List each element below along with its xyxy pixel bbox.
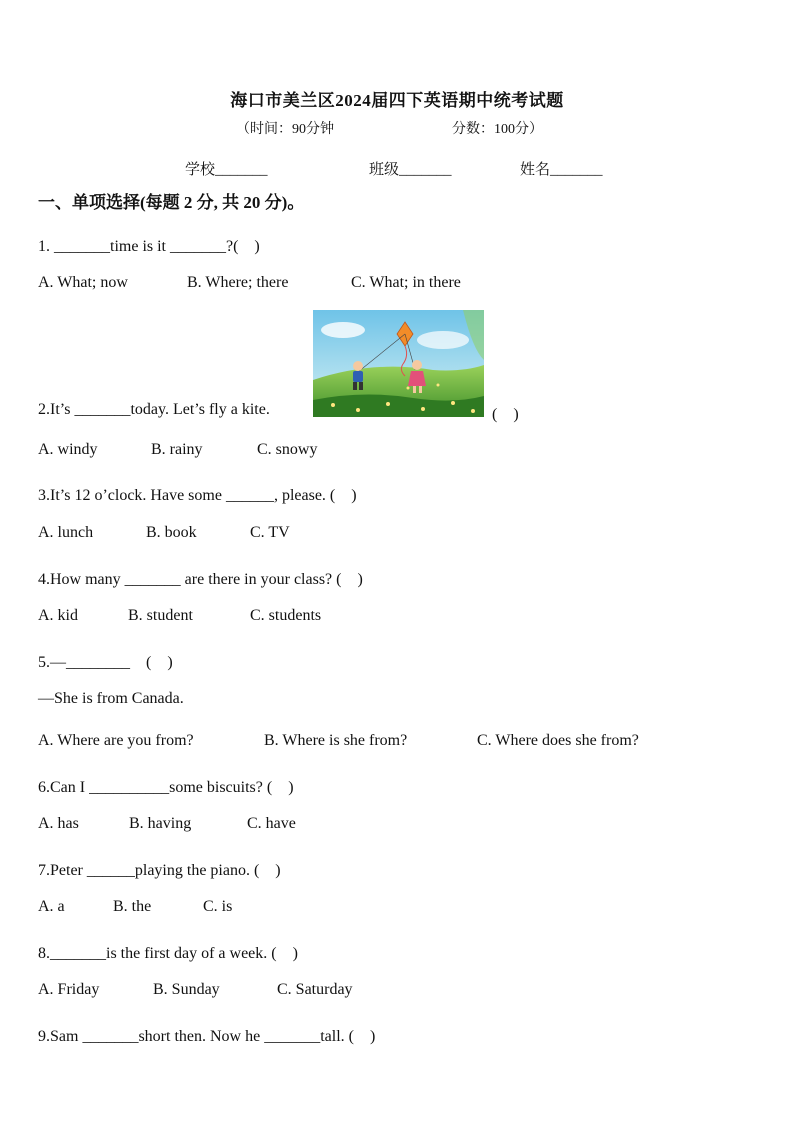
question-7-stem: 7.Peter ______playing the piano. ( ) xyxy=(38,862,281,879)
question-8-option-c[interactable]: C. Saturday xyxy=(277,981,353,998)
kite-flying-illustration xyxy=(313,310,484,417)
question-6-option-b[interactable]: B. having xyxy=(129,815,192,832)
question-3-option-b[interactable]: B. book xyxy=(146,524,197,541)
question-6-option-a[interactable]: A. has xyxy=(38,815,79,832)
question-4-option-c[interactable]: C. students xyxy=(250,607,322,624)
question-6-stem: 6.Can I __________some biscuits? ( ) xyxy=(38,779,294,796)
name-field[interactable]: 姓名_______ xyxy=(520,162,603,178)
question-1-stem: 1. _______time is it _______?( ) xyxy=(38,238,260,255)
question-7-option-c[interactable]: C. is xyxy=(203,898,233,915)
question-3-stem: 3.It’s 12 o’clock. Have some ______, please. ( ) xyxy=(38,487,357,504)
question-5-option-c[interactable]: C. Where does she from? xyxy=(477,732,639,749)
question-5-option-b[interactable]: B. Where is she from? xyxy=(264,732,408,749)
question-1-option-c[interactable]: C. What; in there xyxy=(351,274,461,291)
question-8-option-b[interactable]: B. Sunday xyxy=(153,981,220,998)
question-7-option-b[interactable]: B. the xyxy=(113,898,152,915)
question-1-option-a[interactable]: A. What; now xyxy=(38,274,128,291)
page-title: 海口市美兰区2024届四下英语期中统考试题 xyxy=(230,91,564,110)
section-heading: 一、单项选择(每题 2 分, 共 20 分)。 xyxy=(38,193,305,212)
question-3-option-a[interactable]: A. lunch xyxy=(38,524,94,541)
question-7-option-a[interactable]: A. a xyxy=(38,898,65,915)
question-2-option-b[interactable]: B. rainy xyxy=(151,441,203,458)
question-8-option-a[interactable]: A. Friday xyxy=(38,981,100,998)
question-6-option-c[interactable]: C. have xyxy=(247,815,296,832)
exam-time: （时间：90分钟 xyxy=(236,122,334,137)
question-5-option-a[interactable]: A. Where are you from? xyxy=(38,732,194,749)
question-4-option-a[interactable]: A. kid xyxy=(38,607,78,624)
question-5-reply: —She is from Canada. xyxy=(38,690,184,707)
question-5-stem: 5.—________ ( ) xyxy=(38,654,173,671)
question-4-stem: 4.How many _______ are there in your class? ( ) xyxy=(38,571,363,588)
question-1-option-b[interactable]: B. Where; there xyxy=(187,274,289,291)
class-field[interactable]: 班级_______ xyxy=(369,162,452,178)
exam-score: 分数：100分） xyxy=(452,122,543,137)
question-4-option-b[interactable]: B. student xyxy=(128,607,193,624)
question-2-option-c[interactable]: C. snowy xyxy=(257,441,318,458)
question-8-stem: 8._______is the first day of a week. ( ) xyxy=(38,945,298,962)
question-2-option-a[interactable]: A. windy xyxy=(38,441,98,458)
question-3-option-c[interactable]: C. TV xyxy=(250,524,290,541)
school-field[interactable]: 学校_______ xyxy=(185,162,268,178)
question-2-answer-bracket[interactable]: ( ) xyxy=(492,406,519,423)
question-2-stem: 2.It’s _______today. Let’s fly a kite. xyxy=(38,401,270,418)
question-9-stem: 9.Sam _______short then. Now he _______tall. ( ) xyxy=(38,1028,376,1045)
